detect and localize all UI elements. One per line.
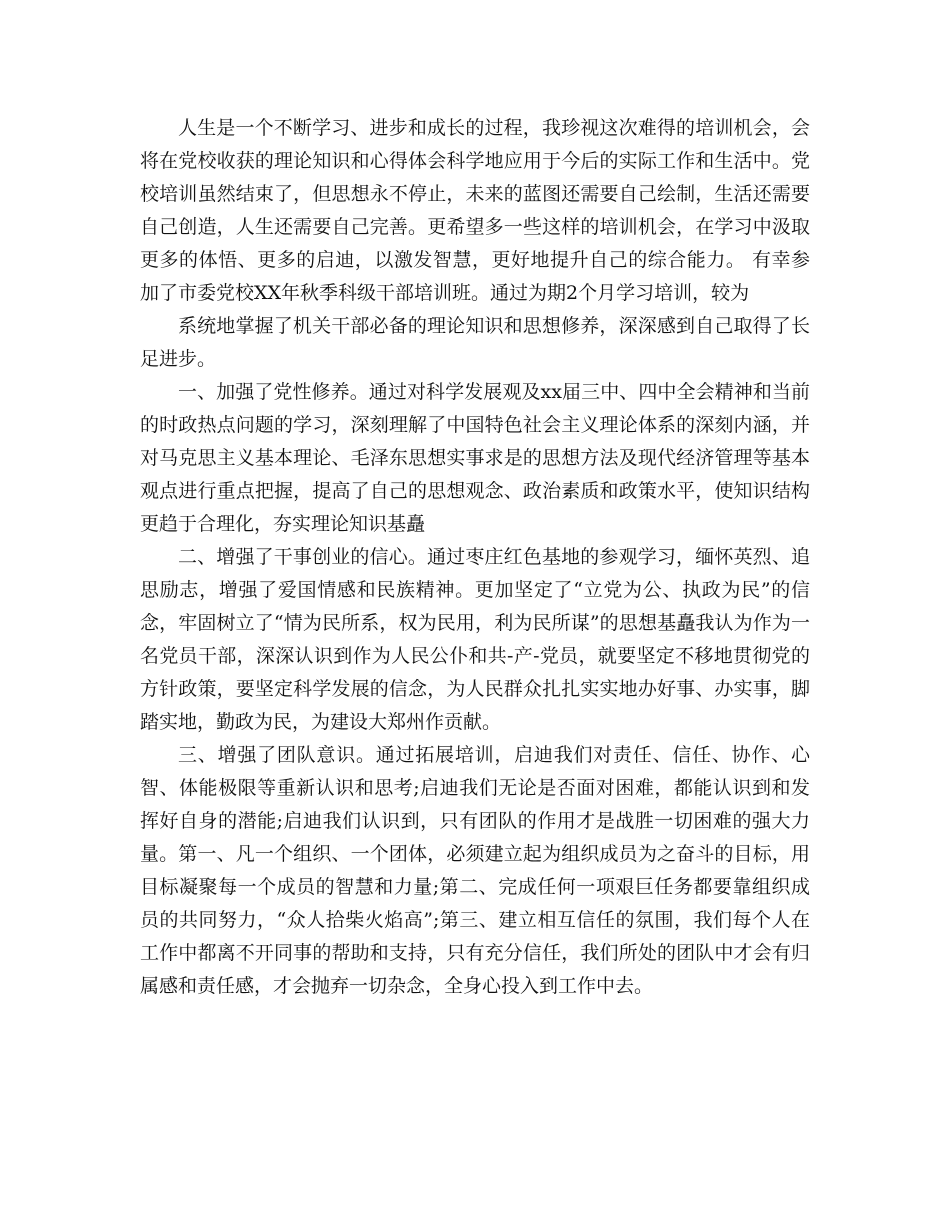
paragraph-intro: 人生是一个不断学习、进步和成长的过程，我珍视这次难得的培训机会，会将在党校收获的理论知识和心得体会科学地应用于今后的实际工作和生活中。党校培训虽然结束了，但思想永不停止，未来的蓝图还需要自己绘制，生活还需要自己创造，人生还需要自己完善。更希望多一些这样的培训机会，在学习中汲取更多的体悟、更多的启迪，以激发智慧，更好地提升自己的综合能力。 有幸参加了市委党校XX年秋季科级干部培训班。通过为期2个月学习培训，较为 [140, 117, 810, 304]
document-body [140, 112, 810, 1003]
paragraph-section-two: 二、增强了干事创业的信心。通过枣庄红色基地的参观学习，缅怀英烈、追思励志，增强了爱国情感和民族精神。更加坚定了“立党为公、执政为民”的信念，牢固树立了“情为民所系，权为民用，利为民所谋”的思想基矗我认为作为一名党员干部，深深认识到作为人民公仆和共-产-党员，就要坚定不移地贯彻党的方针政策，要坚定科学发展的信念，为人民群众扎扎实实地办好事、办实事，脚踏实地，勤政为民，为建设大郑州作贡献。 [140, 546, 810, 733]
paragraph-section-one: 一、加强了党性修养。通过对科学发展观及xx届三中、四中全会精神和当前的时政热点问题的学习，深刻理解了中国特色社会主义理论体系的深刻内涵，并对马克思主义基本理论、毛泽东思想实事求是的思想方法及现代经济管理等基本观点进行重点把握，提高了自己的思想观念、政治素质和政策水平，使知识结构更趋于合理化，夯实理论知识基矗 [140, 381, 810, 535]
paragraph-continuation: 系统地掌握了机关干部必备的理论知识和思想修养，深深感到自己取得了长足进步。 [140, 315, 810, 370]
paragraph-section-three: 三、增强了团队意识。通过拓展培训，启迪我们对责任、信任、协作、心智、体能极限等重新认识和思考;启迪我们无论是否面对困难，都能认识到和发挥好自身的潜能;启迪我们认识到，只有团队的作用才是战胜一切困难的强大力量。第一、凡一个组织、一个团体，必须建立起为组织成员为之奋斗的目标，用目标凝聚每一个成员的智慧和力量;第二、完成任何一项艰巨任务都要靠组织成员的共同努力，“众人拾柴火焰高”;第三、建立相互信任的氛围，我们每个人在工作中都离不开同事的帮助和支持，只有充分信任，我们所处的团队中才会有归属感和责任感，才会抛弃一切杂念，全身心投入到工作中去。 [140, 744, 810, 997]
